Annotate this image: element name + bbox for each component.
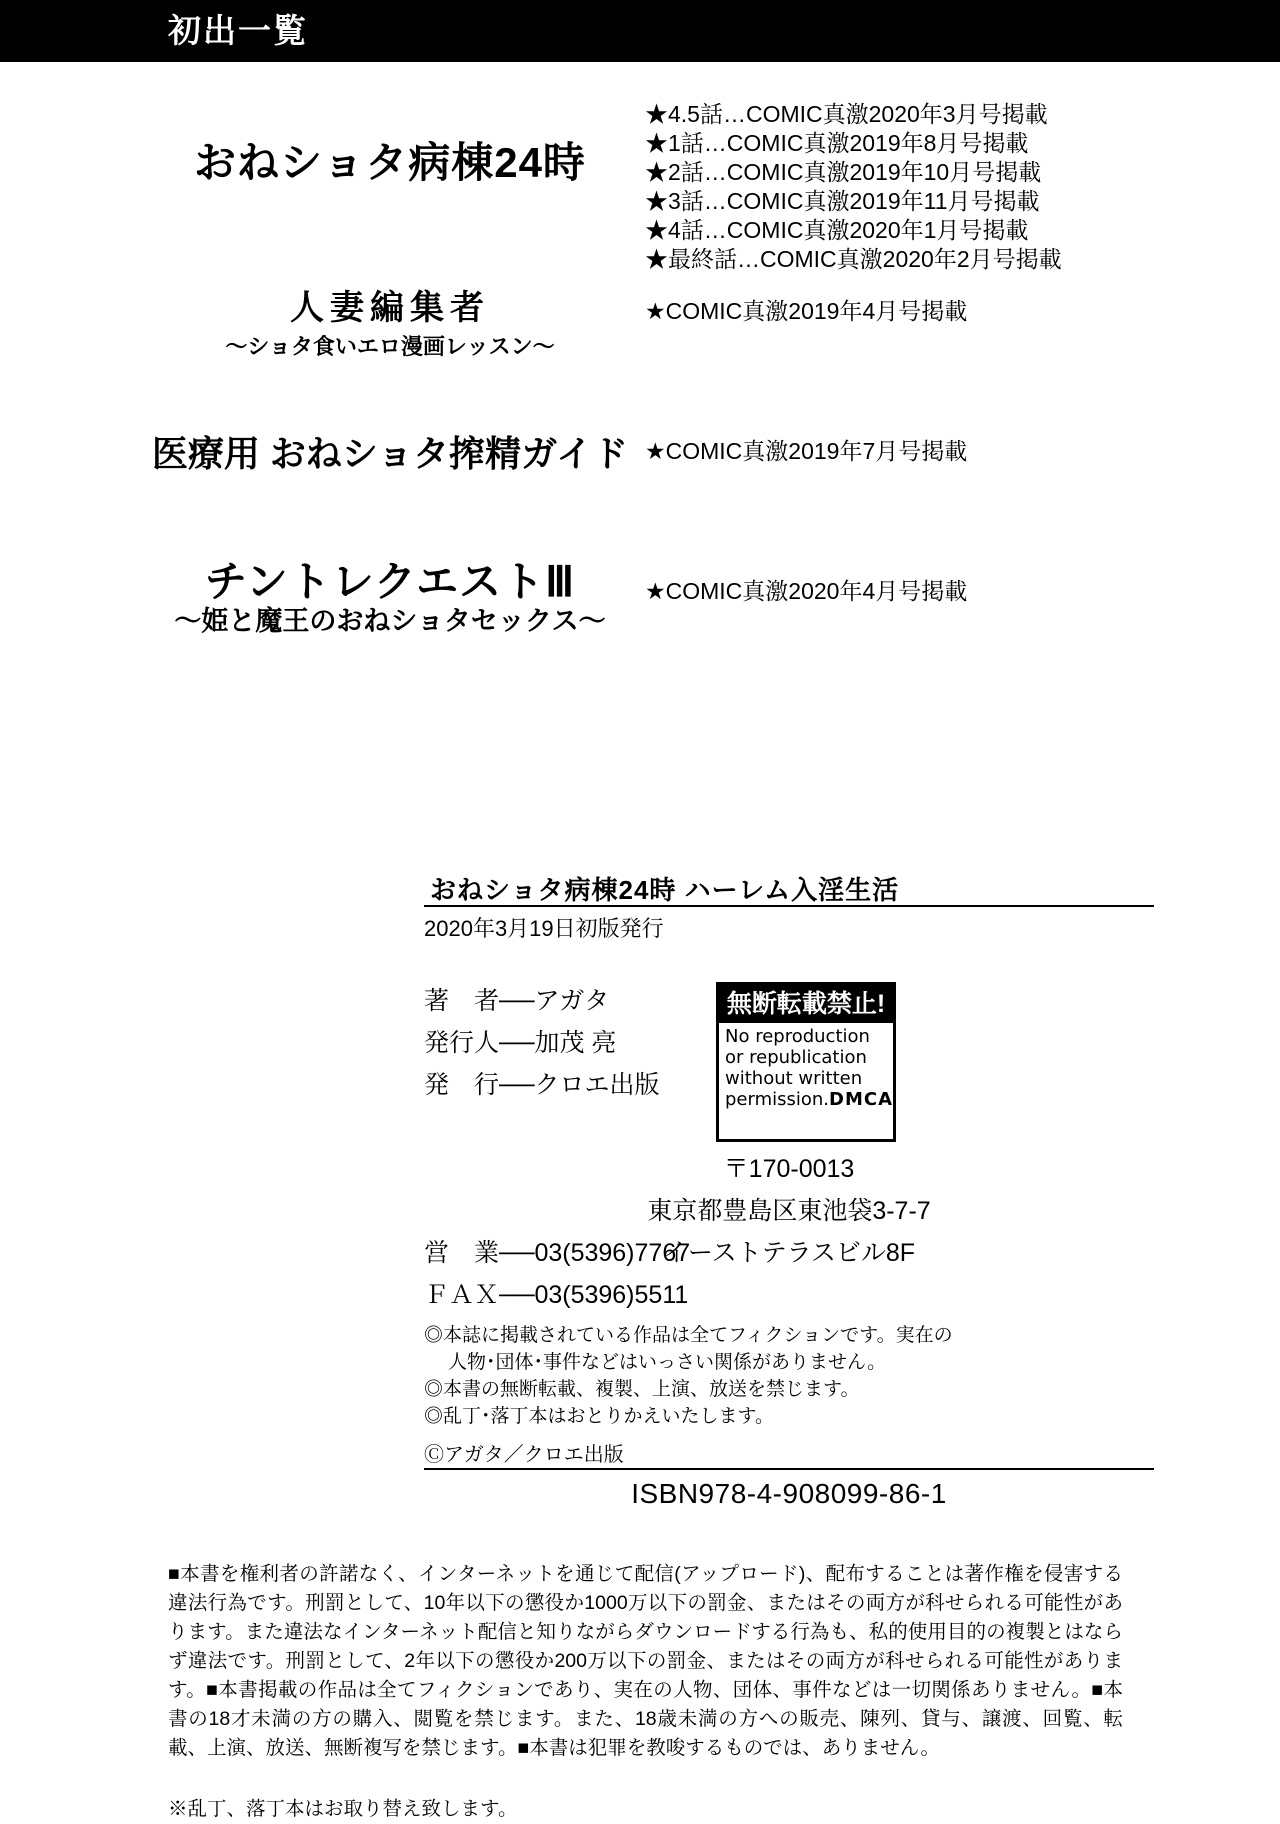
dmca-line	[725, 1089, 894, 1110]
dmca-line: without written	[725, 1068, 863, 1089]
entry-label: 発行人──	[424, 1029, 535, 1057]
colophon-entry	[424, 980, 659, 1022]
legal-notice	[168, 1560, 1123, 1824]
address-line: 東京都豊島区東池袋3-7-7	[647, 1197, 931, 1225]
colophon-publish-date: 2020年3月19日初版発行	[424, 916, 664, 941]
dmca-line-text: permission.	[725, 1089, 830, 1110]
credit-sources	[645, 577, 967, 606]
work-subtitle: 〜姫と魔王のおねショタセックス〜	[174, 606, 606, 636]
legal-footnote: ※乱丁、落丁本はお取り替え致します。	[168, 1798, 518, 1820]
source-line: ★COMIC真激2020年4月号掲載	[645, 578, 968, 604]
colophon-copyright: Ⓒアガタ／クロエ出版	[424, 1444, 624, 1466]
contact-label: 営 業──	[424, 1239, 535, 1267]
work-title: 人妻編集者	[290, 289, 490, 327]
credit-row	[0, 415, 1280, 535]
colophon-entries	[424, 980, 659, 1106]
note-line: ◎本書の無断転載、複製、上演、放送を禁じます。	[424, 1379, 860, 1400]
work-title: おねショタ病棟24時	[194, 139, 586, 186]
credit-title-block	[150, 429, 630, 479]
source-line: ★COMIC真激2019年4月号掲載	[645, 298, 968, 324]
credit-row	[0, 275, 1280, 415]
contact-value: 03(5396)7767	[534, 1239, 691, 1267]
entry-value: クロエ出版	[534, 1071, 660, 1099]
credit-sources	[645, 437, 967, 466]
colophon-entry	[424, 1064, 659, 1106]
credit-row	[0, 535, 1280, 695]
note-line: 人物･団体･事件などはいっさい関係がありません。	[448, 1352, 887, 1373]
work-title: 医療用 おねショタ搾精ガイド	[151, 433, 629, 474]
colophon-notes	[424, 1322, 953, 1430]
source-line: ★4.5話…COMIC真激2020年3月号掲載	[645, 101, 1048, 127]
entry-label: 著 者──	[424, 987, 535, 1015]
entry-value: アガタ	[534, 987, 610, 1015]
dmca-line: No reproduction	[725, 1026, 870, 1047]
source-line: ★最終話…COMIC真激2020年2月号掲載	[645, 246, 1062, 272]
address-line: イーストテラスビル8F	[662, 1239, 916, 1267]
legal-paragraph: ■本書を権利者の許諾なく、インターネットを通じて配信(アップロード)、配布することは著作権を侵害する違法行為です。刑罰として、10年以下の懲役か1000万以下の罰金、またはその両方が科せられる可能性があります。また違法なインターネット配信と知りながらダウンロードする行為も、私的使用目的の複製とはならず違法です。刑罰として、2年以下の懲役か200万以下の罰金、またはその両方が科せられる可能性があります。■本書掲載の作品は全てフィクションであり、実在の人物、団体、事件などは一切関係ありません。■本書の18才未満の方の購入、閲覧を禁じます。また、18歳未満の方への販売、陳列、貸与、譲渡、回覧、転載、上演、放送、無断複写を禁じます。■本書は犯罪を教唆するものでは、ありません。	[168, 1563, 1123, 1759]
entry-value: 加茂 亮	[534, 1029, 617, 1057]
credits-section	[0, 90, 1280, 695]
entry-label: 発 行──	[424, 1071, 535, 1099]
colophon-contact	[424, 1274, 690, 1316]
contact-value: 03(5396)5511	[534, 1281, 689, 1309]
source-line: ★COMIC真激2019年7月号掲載	[645, 438, 968, 464]
source-line: ★4話…COMIC真激2020年1月号掲載	[645, 217, 1029, 243]
credit-sources	[645, 100, 1062, 274]
credit-title-block	[150, 557, 630, 635]
isbn-divider	[424, 1468, 1154, 1470]
note-line: ◎乱丁･落丁本はおとりかえいたします。	[424, 1406, 774, 1427]
dmca-stamp	[716, 982, 896, 1142]
address-line: 〒170-0013	[723, 1155, 855, 1183]
credit-row	[0, 90, 1280, 275]
credit-sources	[645, 297, 967, 326]
source-line: ★3話…COMIC真激2019年11月号掲載	[645, 188, 1040, 214]
colophon-contact	[424, 1232, 690, 1274]
source-line: ★2話…COMIC真激2019年10月号掲載	[645, 159, 1042, 185]
dmca-mark: DMCA	[829, 1089, 894, 1110]
dmca-line: or republication	[725, 1047, 867, 1068]
dmca-headline: 無断転載禁止!	[719, 985, 893, 1023]
isbn-value: ISBN978-4-908099-86-1	[631, 1478, 947, 1509]
note-line: ◎本誌に掲載されている作品は全てフィクションです。実在の	[424, 1325, 953, 1346]
credit-title-block	[150, 283, 630, 361]
colophon-book-title: おねショタ病棟24時 ハーレム入淫生活	[430, 875, 900, 905]
source-line: ★1話…COMIC真激2019年8月号掲載	[645, 130, 1029, 156]
contact-label: ＦＡＸ──	[424, 1281, 535, 1309]
dmca-body	[719, 1023, 893, 1110]
colophon-contacts	[424, 1232, 690, 1316]
credit-title-block	[150, 138, 630, 188]
work-title: チントレクエストⅢ	[204, 558, 576, 605]
colophon-divider	[424, 905, 1154, 907]
work-subtitle: 〜ショタ食いエロ漫画レッスン〜	[225, 334, 555, 359]
page-title: 初出一覧	[168, 12, 308, 49]
colophon-entry	[424, 1022, 659, 1064]
